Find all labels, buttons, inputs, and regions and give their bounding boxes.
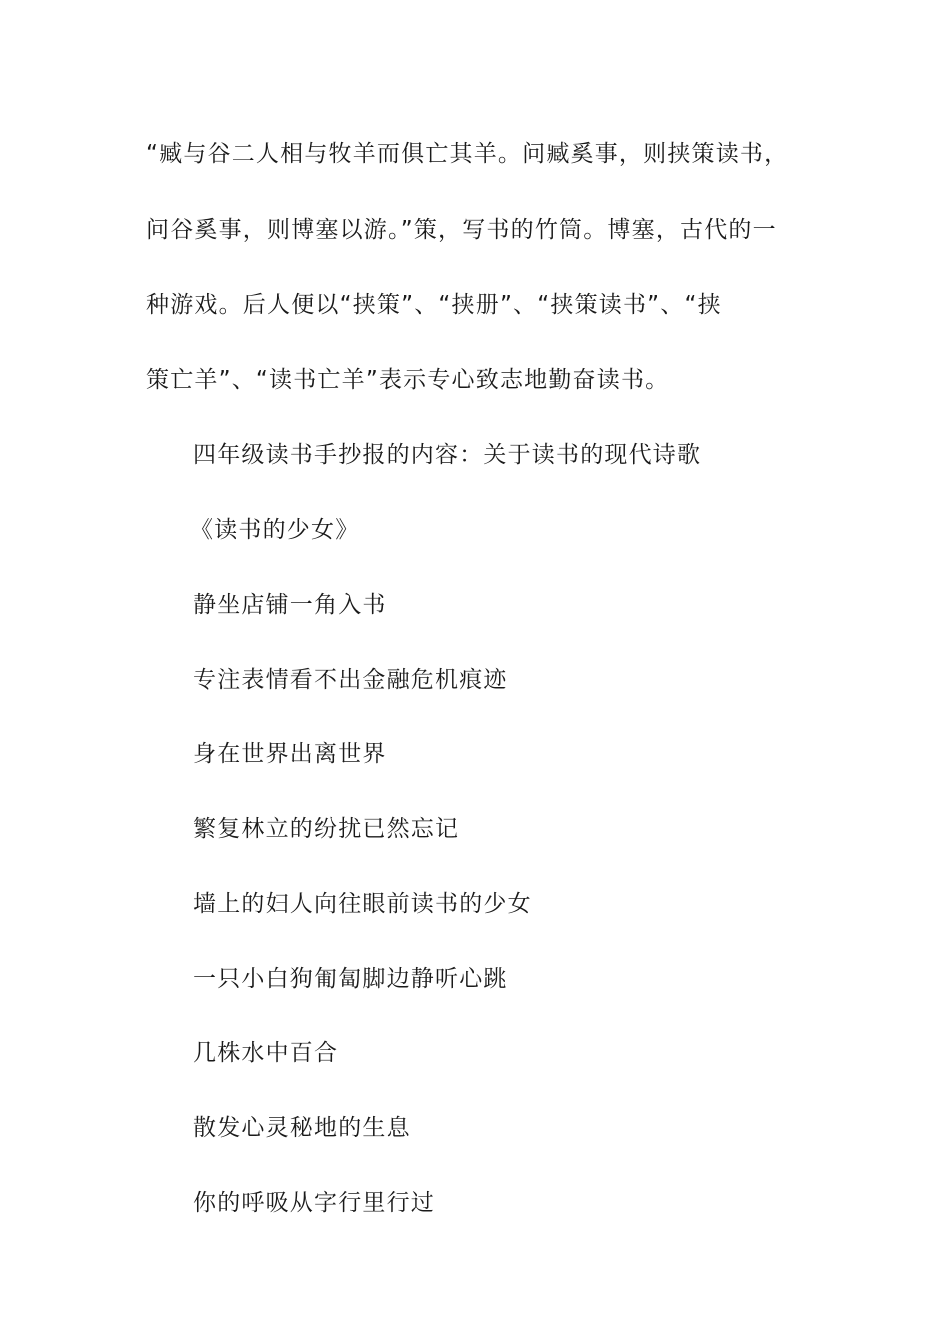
poem-line: 静坐店铺一角入书 <box>193 592 387 618</box>
poem-line: 繁复林立的纷扰已然忘记 <box>193 816 460 842</box>
poem-line: 专注表情看不出金融危机痕迹 <box>193 667 508 693</box>
paragraph-line: 种游戏。后人便以“挟策”、“挟册”、“挟策读书”、“挟 <box>146 292 722 318</box>
poem-line: 你的呼吸从字行里行过 <box>193 1190 435 1216</box>
poem-line: 散发心灵秘地的生息 <box>193 1115 411 1141</box>
poem-title: 《读书的少女》 <box>190 517 360 543</box>
paragraph-line: 策亡羊”、“读书亡羊”表示专心致志地勤奋读书。 <box>146 367 670 393</box>
paragraph-line: “臧与谷二人相与牧羊而俱亡其羊。问臧奚事，则挟策读书， <box>146 141 789 167</box>
poem-line: 身在世界出离世界 <box>193 741 387 767</box>
poem-line: 几株水中百合 <box>193 1040 339 1066</box>
poem-line: 一只小白狗匍匐脚边静听心跳 <box>193 966 508 992</box>
section-heading: 四年级读书手抄报的内容：关于读书的现代诗歌 <box>193 442 702 468</box>
poem-line: 墙上的妇人向往眼前读书的少女 <box>193 891 532 917</box>
paragraph-line: 问谷奚事，则博塞以游。”策，写书的竹筒。博塞，古代的一 <box>146 217 777 243</box>
